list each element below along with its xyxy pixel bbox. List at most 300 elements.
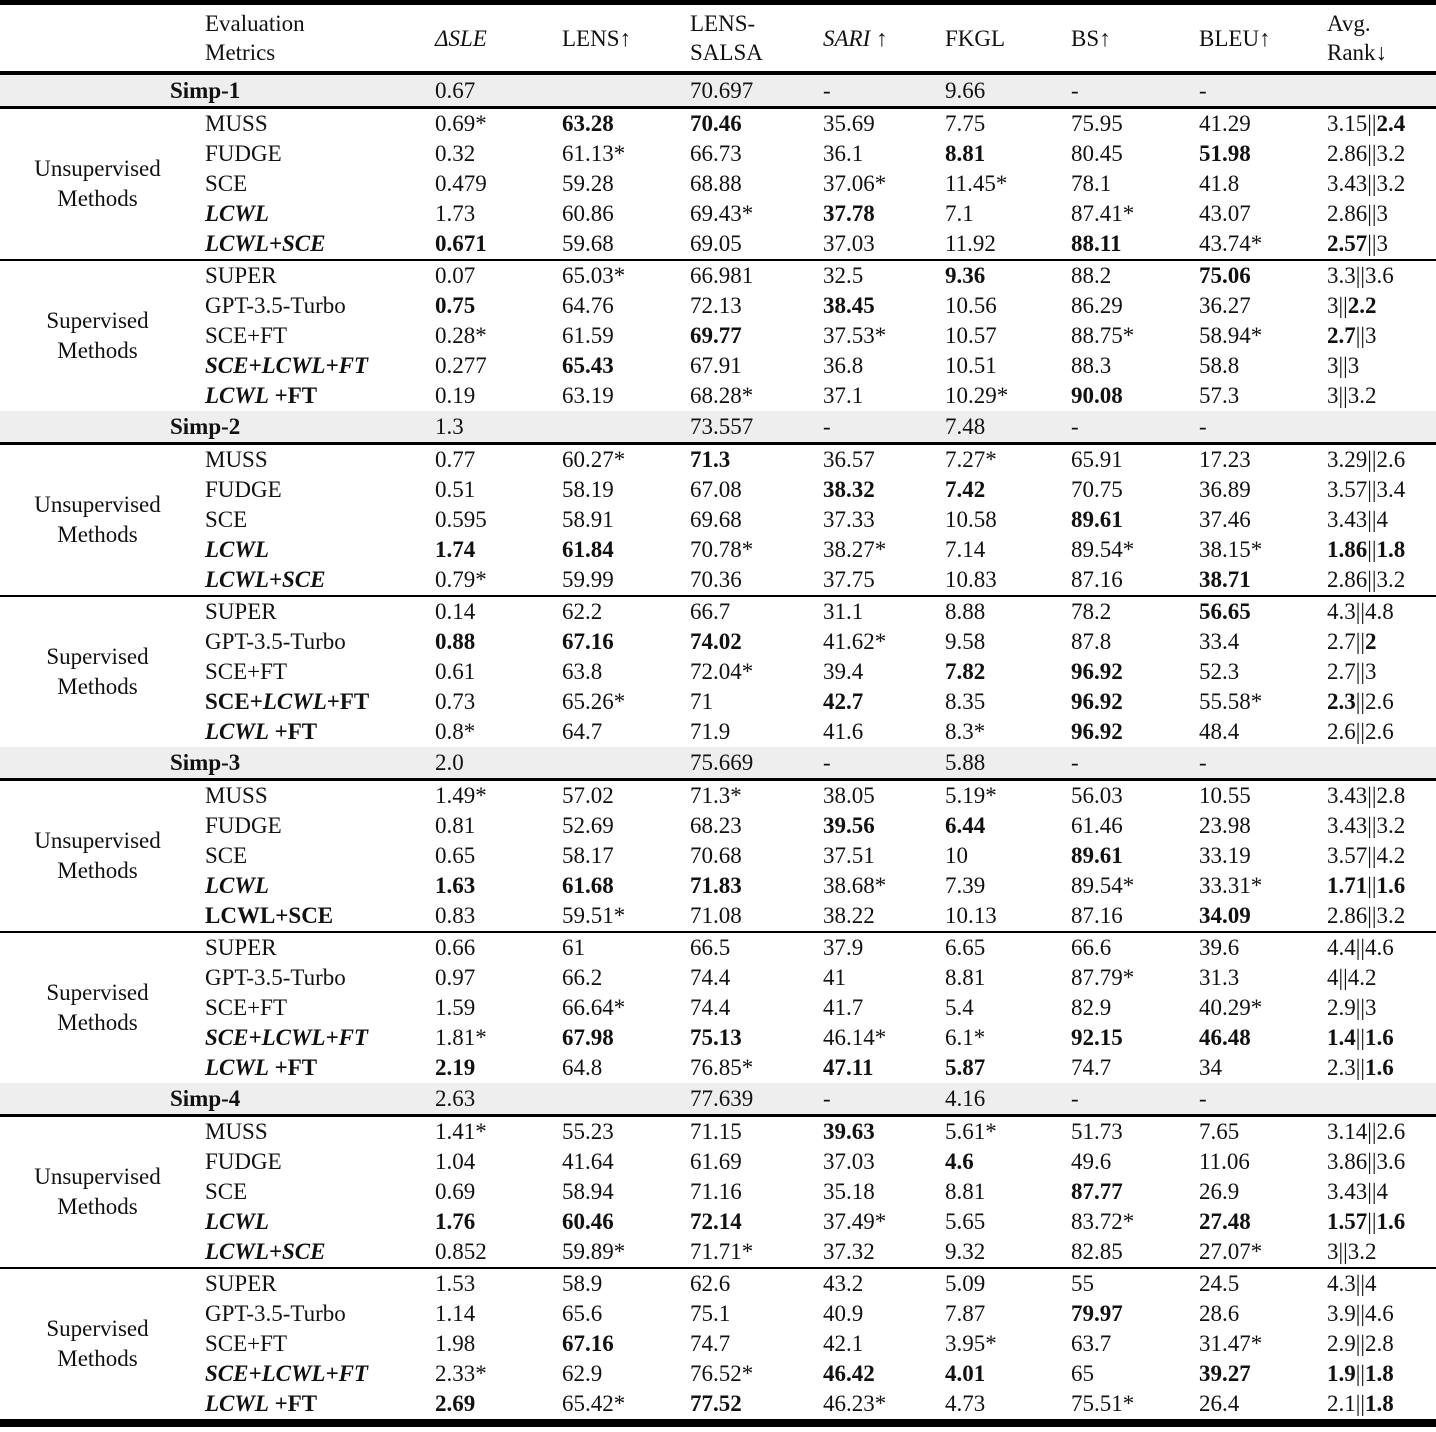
metric-cell: 37.46 bbox=[1199, 507, 1251, 532]
metric-cell: 46.14* bbox=[823, 1025, 887, 1050]
method-name bbox=[195, 475, 425, 505]
baseline-cell: - bbox=[813, 411, 935, 444]
avg-rank-value: 3.15 bbox=[1327, 111, 1368, 136]
avg-rank-value: 2.6 bbox=[1376, 447, 1406, 472]
avg-rank-value: 1.6 bbox=[1376, 873, 1406, 898]
method-name-part: GPT-3.5-Turbo bbox=[205, 1301, 346, 1326]
avg-rank-separator: || bbox=[1367, 447, 1377, 472]
header-column bbox=[935, 3, 1061, 74]
metric-cell: 0.83 bbox=[435, 903, 476, 928]
method-name bbox=[195, 932, 425, 963]
metric-cell: 39.27 bbox=[1199, 1361, 1251, 1386]
table-row bbox=[0, 381, 1436, 411]
avg-rank-cell bbox=[1317, 229, 1436, 260]
header-column bbox=[552, 3, 680, 74]
method-name-part: +FT bbox=[326, 689, 370, 714]
avg-rank-value: 3.29 bbox=[1327, 447, 1368, 472]
method-name-part: +FT bbox=[268, 719, 318, 744]
avg-rank-value: 1.4 bbox=[1327, 1025, 1356, 1050]
avg-rank-separator: || bbox=[1367, 111, 1377, 136]
group-label bbox=[0, 932, 195, 1083]
baseline-cell bbox=[1317, 411, 1436, 444]
avg-rank-separator: || bbox=[1355, 263, 1365, 288]
baseline-cell bbox=[552, 747, 680, 780]
metric-cell: 65.03* bbox=[552, 260, 680, 291]
metric-cell: 42.1 bbox=[823, 1331, 864, 1356]
avg-rank-separator: || bbox=[1355, 629, 1365, 654]
metric-cell: 66.981 bbox=[680, 260, 813, 291]
avg-rank-separator: || bbox=[1367, 1149, 1377, 1174]
avg-rank-value: 3.6 bbox=[1364, 263, 1394, 288]
metric-cell: 64.7 bbox=[562, 719, 603, 744]
metric-cell: 41.29 bbox=[1199, 111, 1251, 136]
metric-cell: 60.46 bbox=[562, 1209, 614, 1234]
metric-cell: 0.479 bbox=[435, 171, 487, 196]
baseline-cell: 73.557 bbox=[680, 411, 813, 444]
metric-cell: 60.27* bbox=[562, 447, 626, 472]
metric-cell: 1.53 bbox=[425, 1268, 552, 1299]
metric-cell: 4.01 bbox=[945, 1361, 986, 1386]
method-name bbox=[195, 717, 425, 747]
avg-rank-cell bbox=[1317, 475, 1436, 505]
table-row bbox=[0, 1116, 1436, 1148]
method-name bbox=[195, 260, 425, 291]
table-row bbox=[0, 841, 1436, 871]
avg-rank-value: 3 bbox=[1364, 995, 1377, 1020]
baseline-cell bbox=[1317, 73, 1436, 108]
avg-rank-value: 2.8 bbox=[1376, 783, 1406, 808]
avg-rank-separator: || bbox=[1367, 567, 1377, 592]
metric-cell: 10.57 bbox=[945, 323, 997, 348]
method-name-part: LCWL bbox=[262, 689, 327, 714]
metric-cell: 27.07* bbox=[1199, 1239, 1263, 1264]
avg-rank-separator: || bbox=[1355, 1055, 1365, 1080]
metric-cell: 66.64* bbox=[562, 995, 626, 1020]
metric-cell: 76.85* bbox=[690, 1055, 754, 1080]
metric-cell: 3.95* bbox=[945, 1331, 997, 1356]
avg-rank-value: 1.8 bbox=[1376, 537, 1406, 562]
metric-cell: 62.9 bbox=[562, 1361, 603, 1386]
avg-rank-cell bbox=[1317, 1207, 1436, 1237]
avg-rank-separator: || bbox=[1367, 507, 1377, 532]
metric-cell: 0.14 bbox=[425, 596, 552, 627]
metric-cell: 43.2 bbox=[813, 1268, 935, 1299]
avg-rank-separator: || bbox=[1338, 353, 1348, 378]
group-label-line: Unsupervised bbox=[34, 1164, 161, 1189]
avg-rank-separator: || bbox=[1355, 689, 1365, 714]
metric-cell: 0.277 bbox=[435, 353, 487, 378]
metric-cell: 83.72* bbox=[1071, 1209, 1135, 1234]
metric-cell: 87.77 bbox=[1071, 1179, 1123, 1204]
metric-cell: 8.35 bbox=[945, 689, 986, 714]
avg-rank-separator: || bbox=[1355, 1391, 1365, 1416]
metric-cell: 88.11 bbox=[1071, 231, 1122, 256]
avg-rank-cell bbox=[1317, 444, 1436, 476]
metric-cell: 87.16 bbox=[1071, 567, 1123, 592]
metric-cell: 89.54* bbox=[1071, 873, 1135, 898]
table-row bbox=[0, 139, 1436, 169]
avg-rank-cell bbox=[1317, 169, 1436, 199]
avg-rank-value: 2.86 bbox=[1327, 567, 1368, 592]
metric-cell: 37.03 bbox=[823, 231, 875, 256]
metric-cell: 72.04* bbox=[690, 659, 754, 684]
avg-rank-value: 3.86 bbox=[1327, 1149, 1368, 1174]
metric-cell: 89.61 bbox=[1071, 507, 1123, 532]
metric-cell: 59.28 bbox=[562, 171, 614, 196]
avg-rank-separator: || bbox=[1367, 1119, 1377, 1144]
avg-rank-cell bbox=[1317, 717, 1436, 747]
metric-cell: 79.97 bbox=[1071, 1301, 1123, 1326]
metric-cell: 74.4 bbox=[690, 965, 731, 990]
method-name-part: LCWL+SCE bbox=[205, 903, 334, 928]
table-row bbox=[0, 871, 1436, 901]
method-name bbox=[195, 1147, 425, 1177]
method-name-part: SCE+FT bbox=[205, 659, 287, 684]
metric-cell: 61.46 bbox=[1071, 813, 1123, 838]
group-label-line: Unsupervised bbox=[34, 156, 161, 181]
baseline-cell: 77.639 bbox=[680, 1083, 813, 1116]
metric-cell: 35.69 bbox=[823, 111, 875, 136]
metric-cell: 0.75 bbox=[435, 293, 476, 318]
avg-rank-separator: || bbox=[1367, 813, 1377, 838]
metric-cell: 10 bbox=[945, 843, 968, 868]
avg-rank-value: 1.6 bbox=[1364, 1025, 1394, 1050]
table-row bbox=[0, 932, 1436, 963]
metric-cell: 0.73 bbox=[435, 689, 476, 714]
metric-cell: 0.66 bbox=[425, 932, 552, 963]
method-name bbox=[195, 1207, 425, 1237]
avg-rank-cell bbox=[1317, 811, 1436, 841]
metric-cell: 10.83 bbox=[945, 567, 997, 592]
metric-cell: 96.92 bbox=[1071, 659, 1123, 684]
metric-cell: 37.1 bbox=[823, 383, 864, 408]
metric-cell: 69.43* bbox=[690, 201, 754, 226]
metric-cell: 67.08 bbox=[690, 477, 742, 502]
method-name bbox=[195, 687, 425, 717]
method-name-part: FUDGE bbox=[205, 477, 282, 502]
header-empty-cell bbox=[0, 3, 195, 74]
table-row bbox=[0, 1268, 1436, 1299]
metric-cell: 74.4 bbox=[690, 995, 731, 1020]
avg-rank-cell bbox=[1317, 627, 1436, 657]
method-name bbox=[195, 901, 425, 932]
metric-cell: 41.7 bbox=[823, 995, 864, 1020]
metric-cell: 66.73 bbox=[690, 141, 742, 166]
group-label bbox=[0, 596, 195, 747]
method-name-part: SCE+LCWL+FT bbox=[205, 353, 368, 378]
metric-cell: 42.7 bbox=[823, 689, 864, 714]
group-label-line: Methods bbox=[57, 522, 138, 547]
header-column bbox=[680, 3, 813, 74]
metric-cell: 10.29* bbox=[945, 383, 1009, 408]
baseline-cell: - bbox=[813, 73, 935, 108]
metric-cell: 64.8 bbox=[562, 1055, 603, 1080]
avg-rank-separator: || bbox=[1367, 903, 1377, 928]
avg-rank-cell bbox=[1317, 351, 1436, 381]
metric-cell: 43.07 bbox=[1199, 201, 1251, 226]
avg-rank-separator: || bbox=[1355, 1361, 1365, 1386]
group-label-line: Methods bbox=[57, 1194, 138, 1219]
method-name bbox=[195, 627, 425, 657]
method-name bbox=[195, 1053, 425, 1083]
metric-cell: 2.69 bbox=[435, 1391, 476, 1416]
method-name-part: SCE+FT bbox=[205, 995, 287, 1020]
metric-cell: 61 bbox=[552, 932, 680, 963]
method-name bbox=[195, 780, 425, 812]
table-row bbox=[0, 687, 1436, 717]
baseline-cell: 9.66 bbox=[935, 73, 1061, 108]
method-name-part: GPT-3.5-Turbo bbox=[205, 629, 346, 654]
baseline-cell: - bbox=[1189, 411, 1317, 444]
metric-cell: 24.5 bbox=[1189, 1268, 1317, 1299]
metric-cell: 40.29* bbox=[1199, 995, 1263, 1020]
metric-cell: 10.56 bbox=[945, 293, 997, 318]
metric-cell: 63.28 bbox=[562, 111, 614, 136]
metric-cell: 41 bbox=[823, 965, 846, 990]
metric-cell: 46.23* bbox=[823, 1391, 887, 1416]
avg-rank-separator: || bbox=[1355, 323, 1365, 348]
table-row bbox=[0, 993, 1436, 1023]
avg-rank-value: 3 bbox=[1327, 293, 1339, 318]
metric-cell: 1.81* bbox=[435, 1025, 487, 1050]
table-header bbox=[0, 3, 1436, 74]
method-name-part: FUDGE bbox=[205, 1149, 282, 1174]
metric-cell: 69.68 bbox=[690, 507, 742, 532]
table-row bbox=[0, 780, 1436, 812]
baseline-cell: - bbox=[1189, 747, 1317, 780]
metric-cell: 38.15* bbox=[1199, 537, 1263, 562]
baseline-cell: 1.3 bbox=[425, 411, 552, 444]
table-row bbox=[0, 963, 1436, 993]
header-label-line: Evaluation bbox=[205, 11, 305, 36]
metric-cell: 63.19 bbox=[562, 383, 614, 408]
group-label bbox=[0, 260, 195, 411]
metric-cell: 68.28* bbox=[690, 383, 754, 408]
avg-rank-cell bbox=[1317, 1299, 1436, 1329]
metric-cell: 4.73 bbox=[945, 1391, 986, 1416]
metric-cell: 65.26* bbox=[562, 689, 626, 714]
metric-cell: 61.69 bbox=[690, 1149, 742, 1174]
group-label-line: Methods bbox=[57, 338, 138, 363]
metric-cell: 1.73 bbox=[435, 201, 476, 226]
method-name-part: SCE bbox=[205, 507, 248, 532]
metric-cell: 0.69 bbox=[435, 1179, 476, 1204]
avg-rank-cell bbox=[1317, 1237, 1436, 1268]
avg-rank-separator: || bbox=[1367, 477, 1377, 502]
metric-cell: 5.19* bbox=[945, 783, 997, 808]
metric-cell: 78.1 bbox=[1071, 171, 1112, 196]
metric-cell: 9.32 bbox=[945, 1239, 986, 1264]
metric-cell: 63.8 bbox=[562, 659, 603, 684]
group-label-line: Methods bbox=[57, 186, 138, 211]
metric-cell: 5.87 bbox=[945, 1055, 986, 1080]
metric-cell: 72.13 bbox=[690, 293, 742, 318]
avg-rank-separator: || bbox=[1355, 1301, 1365, 1326]
metric-cell: 68.23 bbox=[690, 813, 742, 838]
avg-rank-value: 4 bbox=[1376, 507, 1388, 532]
header-column bbox=[425, 3, 552, 74]
baseline-cell: 7.48 bbox=[935, 411, 1061, 444]
avg-rank-value: 3 bbox=[1376, 231, 1388, 256]
avg-rank-value: 3.2 bbox=[1347, 1239, 1377, 1264]
metric-cell: 0.19 bbox=[435, 383, 476, 408]
avg-rank-cell bbox=[1317, 993, 1436, 1023]
avg-rank-value: 2.7 bbox=[1327, 323, 1356, 348]
metric-cell: 1.63 bbox=[435, 873, 476, 898]
avg-rank-value: 4.6 bbox=[1364, 1301, 1394, 1326]
table-row bbox=[0, 1023, 1436, 1053]
avg-rank-separator: || bbox=[1367, 1179, 1377, 1204]
method-name-part: SCE+FT bbox=[205, 323, 287, 348]
avg-rank-value: 2.7 bbox=[1327, 659, 1356, 684]
metric-cell: 67.16 bbox=[562, 629, 614, 654]
method-name-part: LCWL bbox=[205, 201, 269, 226]
avg-rank-value: 2.8 bbox=[1364, 1331, 1394, 1356]
metric-cell: 92.15 bbox=[1071, 1025, 1123, 1050]
metric-cell: 6.1* bbox=[945, 1025, 986, 1050]
metric-cell: 58.8 bbox=[1199, 353, 1240, 378]
avg-rank-cell bbox=[1317, 1268, 1436, 1299]
metric-cell: 39.4 bbox=[823, 659, 864, 684]
metric-cell: 31.3 bbox=[1199, 965, 1240, 990]
method-name-part: +FT bbox=[268, 1055, 318, 1080]
table-row bbox=[0, 535, 1436, 565]
avg-rank-value: 4.3 bbox=[1327, 1271, 1356, 1296]
metric-cell: 71.83 bbox=[690, 873, 742, 898]
metric-cell: 71.08 bbox=[690, 903, 742, 928]
baseline-cell: - bbox=[813, 1083, 935, 1116]
metric-cell: 71.15 bbox=[690, 1119, 742, 1144]
metric-cell: 61.68 bbox=[562, 873, 614, 898]
metric-cell: 63.7 bbox=[1071, 1331, 1112, 1356]
method-name-part: +FT bbox=[268, 1391, 318, 1416]
avg-rank-value: 3.43 bbox=[1327, 783, 1368, 808]
metric-cell: 71.16 bbox=[690, 1179, 742, 1204]
method-name-part: MUSS bbox=[205, 111, 268, 136]
section-baseline-row bbox=[0, 411, 1436, 444]
metric-cell: 71 bbox=[690, 689, 713, 714]
avg-rank-cell bbox=[1317, 321, 1436, 351]
section-name: Simp-3 bbox=[0, 747, 425, 780]
method-name bbox=[195, 291, 425, 321]
avg-rank-value: 2.57 bbox=[1327, 231, 1368, 256]
metric-cell: 5.65 bbox=[945, 1209, 986, 1234]
metric-cell: 11.92 bbox=[945, 231, 996, 256]
metric-cell: 58.9 bbox=[552, 1268, 680, 1299]
metric-cell: 36.8 bbox=[823, 353, 864, 378]
metric-cell: 70.75 bbox=[1071, 477, 1123, 502]
avg-rank-cell bbox=[1317, 199, 1436, 229]
metric-cell: 2.33* bbox=[435, 1361, 487, 1386]
avg-rank-separator: || bbox=[1355, 935, 1365, 960]
method-name bbox=[195, 1177, 425, 1207]
metric-cell: 87.16 bbox=[1071, 903, 1123, 928]
metric-cell: 0.32 bbox=[435, 141, 476, 166]
metric-cell: 66.7 bbox=[680, 596, 813, 627]
metric-cell: 46.48 bbox=[1199, 1025, 1251, 1050]
metric-cell: 0.07 bbox=[425, 260, 552, 291]
method-name-part: SUPER bbox=[205, 263, 277, 288]
method-name-part: SUPER bbox=[205, 599, 277, 624]
avg-rank-cell bbox=[1317, 657, 1436, 687]
group-label-line: Methods bbox=[57, 1346, 138, 1371]
header-label-line: Avg. bbox=[1327, 11, 1371, 36]
metric-cell: 58.91 bbox=[562, 507, 614, 532]
metric-cell: 80.45 bbox=[1071, 141, 1123, 166]
metric-cell: 62.2 bbox=[552, 596, 680, 627]
header-column bbox=[1317, 3, 1436, 74]
metric-cell: 37.9 bbox=[813, 932, 935, 963]
metric-cell: 0.595 bbox=[435, 507, 487, 532]
metric-cell: 0.81 bbox=[435, 813, 476, 838]
avg-rank-separator: || bbox=[1367, 537, 1377, 562]
method-name bbox=[195, 811, 425, 841]
metric-cell: 36.27 bbox=[1199, 293, 1251, 318]
avg-rank-separator: || bbox=[1367, 201, 1377, 226]
table-row bbox=[0, 169, 1436, 199]
method-name bbox=[195, 321, 425, 351]
metric-cell: 27.48 bbox=[1199, 1209, 1251, 1234]
table-row bbox=[0, 901, 1436, 932]
section-baseline-row bbox=[0, 73, 1436, 108]
metric-cell: 10.51 bbox=[945, 353, 997, 378]
table-row bbox=[0, 565, 1436, 596]
group-label-line: Supervised bbox=[46, 980, 149, 1005]
method-name bbox=[195, 169, 425, 199]
avg-rank-value: 4.6 bbox=[1364, 935, 1394, 960]
metric-cell: 39.6 bbox=[1189, 932, 1317, 963]
metric-cell: 9.36 bbox=[935, 260, 1061, 291]
method-name-part: SCE bbox=[205, 171, 248, 196]
metric-cell: 48.4 bbox=[1199, 719, 1240, 744]
avg-rank-value: 2.86 bbox=[1327, 141, 1368, 166]
avg-rank-cell bbox=[1317, 565, 1436, 596]
avg-rank-value: 2.86 bbox=[1327, 903, 1368, 928]
metric-cell: 76.52* bbox=[690, 1361, 754, 1386]
metric-cell: 60.86 bbox=[562, 201, 614, 226]
metric-cell: 65.42* bbox=[562, 1391, 626, 1416]
avg-rank-value: 2.9 bbox=[1327, 995, 1356, 1020]
metric-cell: 32.5 bbox=[813, 260, 935, 291]
header-column bbox=[1189, 3, 1317, 74]
metric-cell: 38.27* bbox=[823, 537, 887, 562]
avg-rank-value: 2.3 bbox=[1327, 689, 1356, 714]
table-row bbox=[0, 627, 1436, 657]
metric-cell: 37.49* bbox=[823, 1209, 887, 1234]
metric-cell: 31.47* bbox=[1199, 1331, 1263, 1356]
method-name-part: MUSS bbox=[205, 783, 268, 808]
table-row bbox=[0, 1147, 1436, 1177]
group-label-line: Methods bbox=[57, 858, 138, 883]
metric-cell: 8.81 bbox=[945, 965, 986, 990]
metric-cell: 75.51* bbox=[1071, 1391, 1135, 1416]
avg-rank-value: 2.4 bbox=[1376, 111, 1406, 136]
table-row bbox=[0, 1329, 1436, 1359]
avg-rank-separator: || bbox=[1355, 599, 1365, 624]
metric-cell: 58.19 bbox=[562, 477, 614, 502]
method-name bbox=[195, 1237, 425, 1268]
avg-rank-separator: || bbox=[1338, 293, 1348, 318]
metric-cell: 26.4 bbox=[1199, 1391, 1240, 1416]
metric-cell: 69.05 bbox=[690, 231, 742, 256]
metric-cell: 70.68 bbox=[690, 843, 742, 868]
avg-rank-value: 3.2 bbox=[1376, 171, 1406, 196]
metric-cell: 8.88 bbox=[935, 596, 1061, 627]
avg-rank-cell bbox=[1317, 932, 1436, 963]
baseline-cell: 4.16 bbox=[935, 1083, 1061, 1116]
avg-rank-separator: || bbox=[1367, 1209, 1377, 1234]
metric-cell: 41.8 bbox=[1199, 171, 1240, 196]
